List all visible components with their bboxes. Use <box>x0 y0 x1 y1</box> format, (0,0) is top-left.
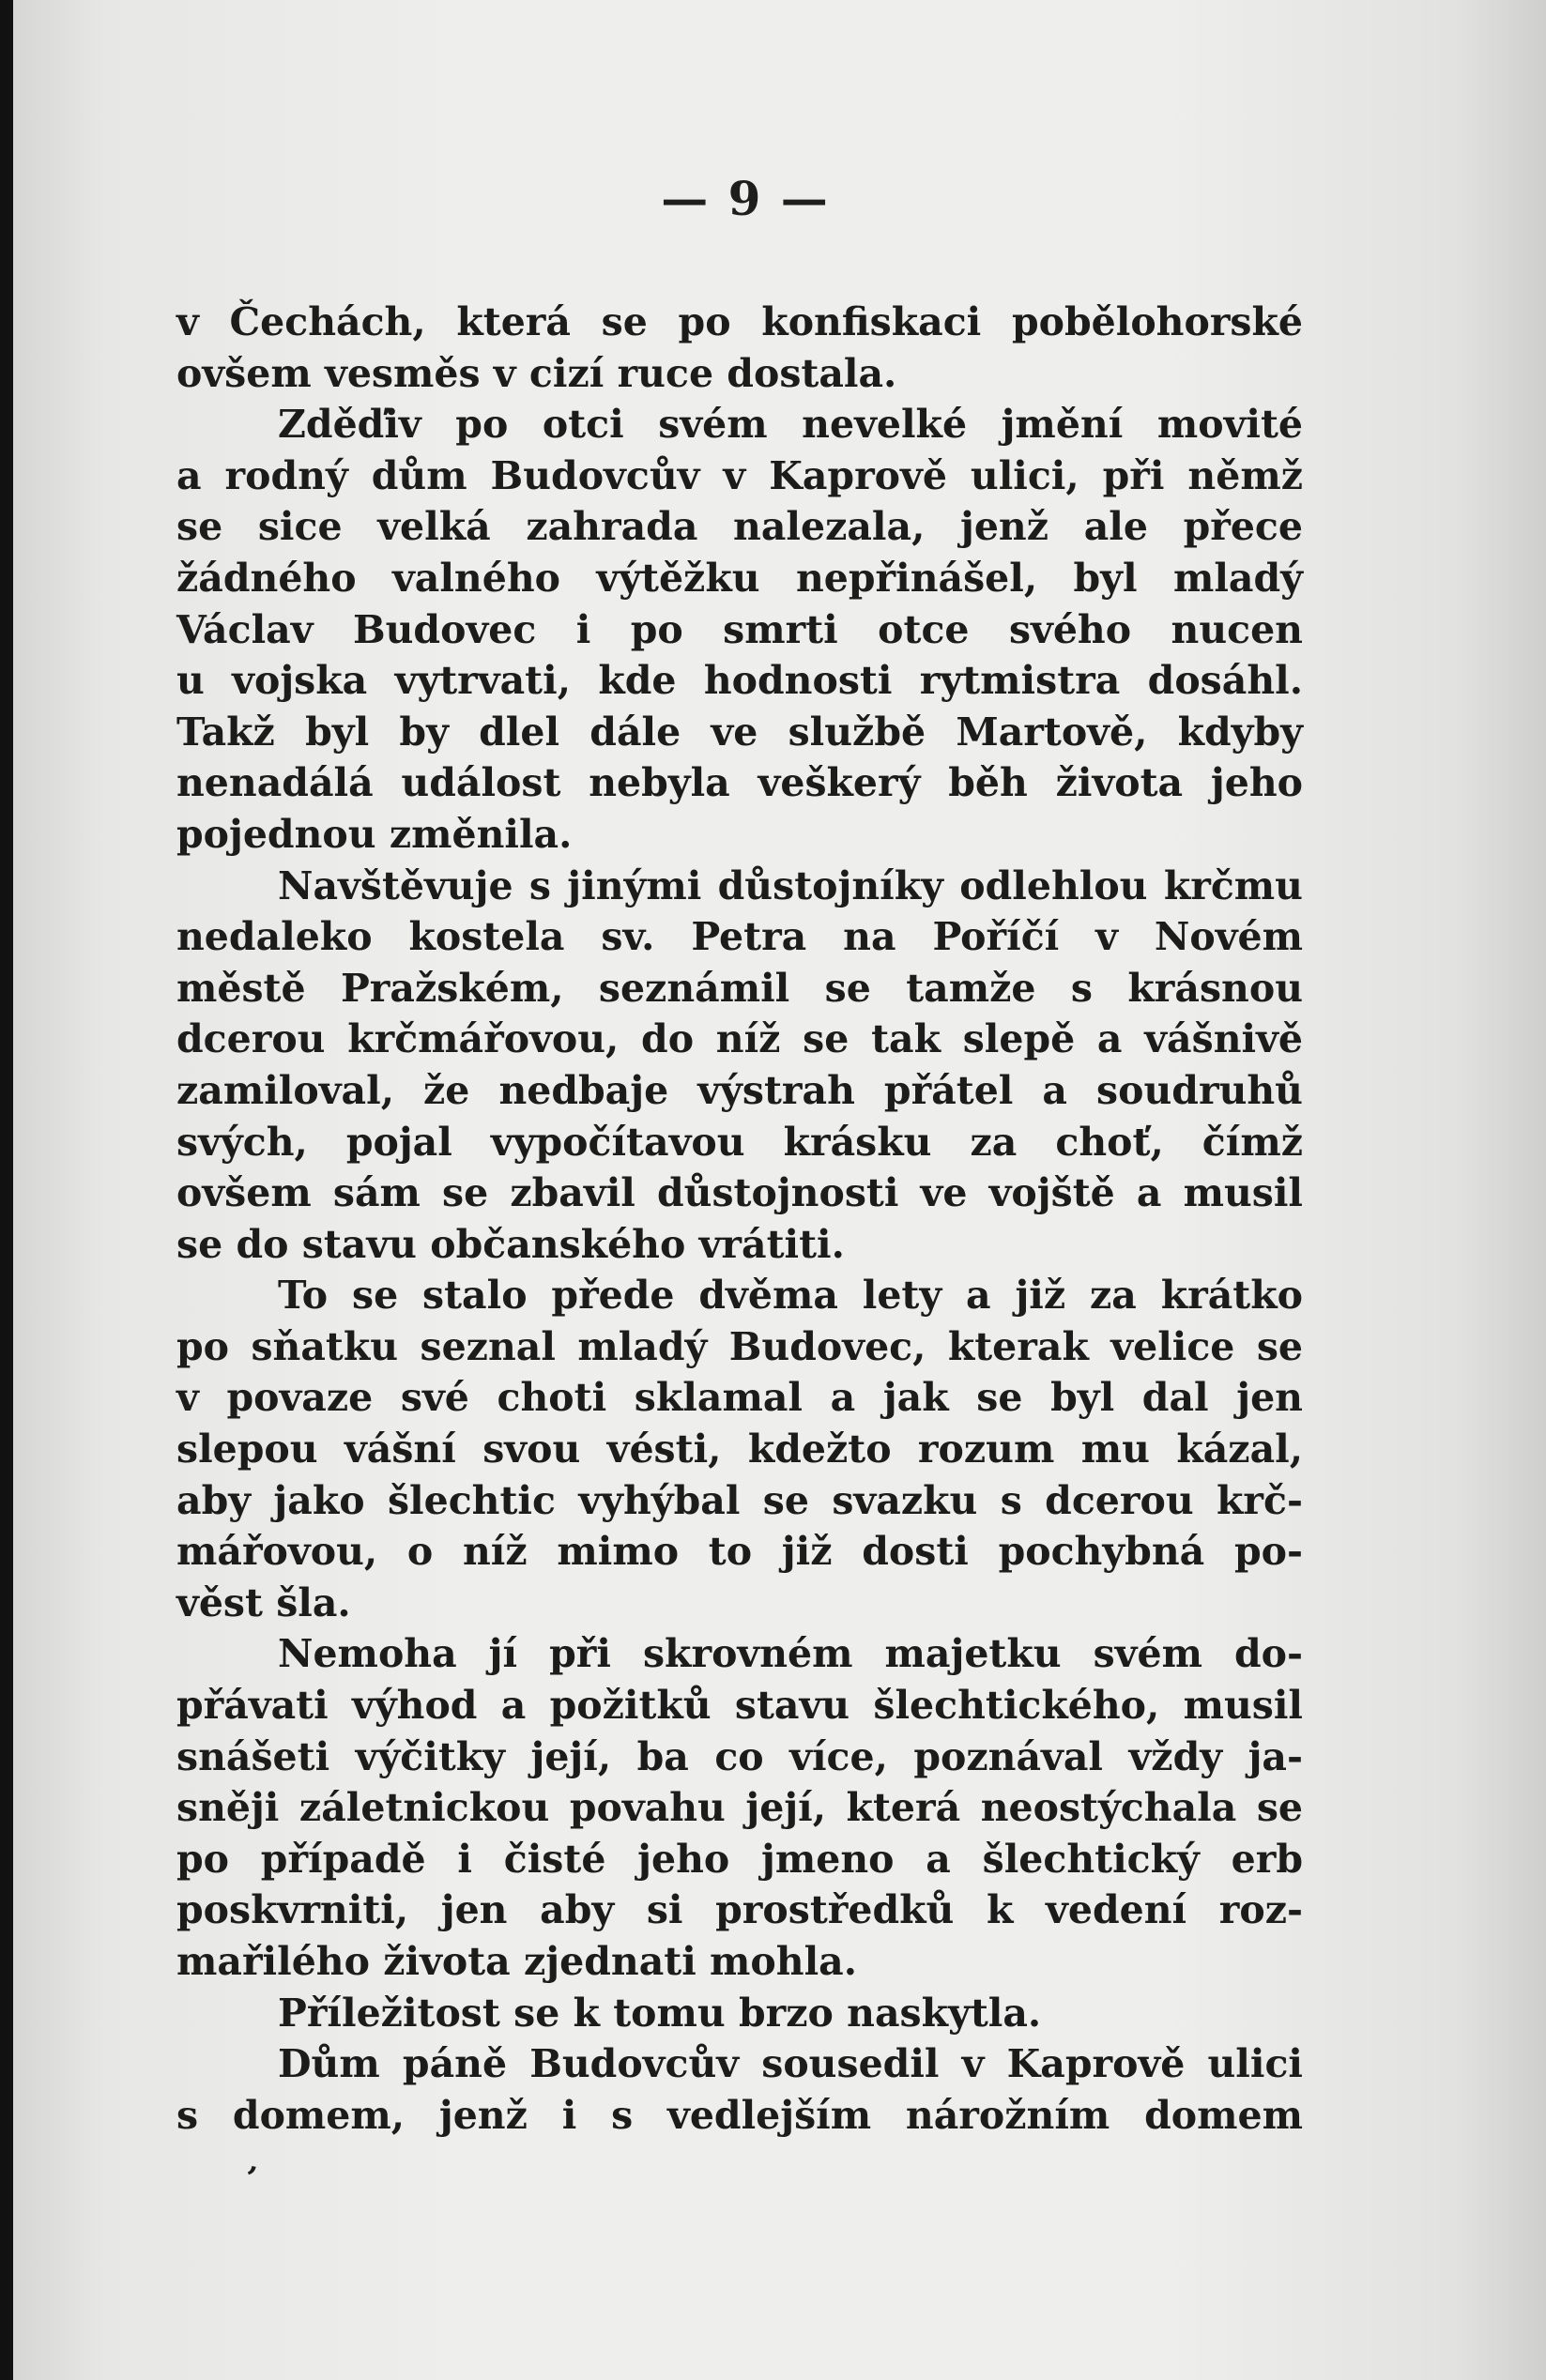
text-line: po sňatku seznal mladý Budovec, kterak velice se <box>176 1323 1303 1369</box>
text-line: svých, pojal vypočítavou krásku za choť, čímž <box>176 1119 1303 1165</box>
text-line: Takž byl by dlel dále ve službě Martově, kdyby <box>176 709 1303 755</box>
text-line: Dům páně Budovcův sousedil v Kaprově ulici <box>278 2041 1303 2087</box>
text-line: sněji záletnickou povahu její, která neostýchala se <box>176 1785 1303 1831</box>
text-line: Příležitost se k tomu brzo naskytla. <box>278 1990 1042 2036</box>
text-line: se sice velká zahrada nalezala, jenž ale přece <box>176 504 1303 550</box>
text-line: To se stalo přede dvěma lety a již za krátko <box>278 1273 1303 1319</box>
text-line: Václav Budovec i po smrti otce svého nucen <box>176 606 1303 652</box>
text-line: s domem, jenž i s vedlejším nárožním domem <box>176 2092 1303 2138</box>
text-line: mářovou, o níž mimo to již dosti pochybná po- <box>176 1529 1303 1575</box>
book-page <box>13 0 1546 2380</box>
book-spine-shadow <box>0 0 13 2380</box>
text-line: po případě i čisté jeho jmeno a šlechtický erb <box>176 1836 1303 1882</box>
text-line: žádného valného výtěžku nepřinášel, byl mladý <box>176 555 1303 601</box>
text-line: pojednou změnila. <box>176 811 573 857</box>
body-text <box>176 297 1303 2141</box>
text-line: Nemoha jí při skrovném majetku svém do- <box>278 1631 1303 1677</box>
text-line: Navštěvuje s jinými důstojníky odlehlou krčmu <box>278 862 1303 908</box>
text-line: v povaze své choti sklamal a jak se byl dal jen <box>176 1375 1303 1421</box>
text-line: ovšem vesměs v cizí ruce dostala. <box>176 350 897 396</box>
text-line: ovšem sám se zbavil důstojnosti ve vojště a musil <box>176 1170 1303 1216</box>
text-line: městě Pražském, seznámil se tamže s krásnou <box>176 965 1303 1011</box>
text-line: se do stavu občanského vrátiti. <box>176 1221 845 1267</box>
text-line: přávati výhod a požitků stavu šlechtického, musil <box>176 1683 1303 1729</box>
text-line: a rodný dům Budovcův v Kaprově ulici, při němž <box>176 452 1303 498</box>
text-line: Zděďiv po otci svém nevelké jmění movité <box>278 402 1303 448</box>
page-number: — 9 — <box>661 171 830 226</box>
text-line: dcerou krčmářovou, do níž se tak slepě a vášnivě <box>176 1016 1303 1062</box>
ink-speck: ʼ <box>239 2159 259 2199</box>
text-line: nedaleko kostela sv. Petra na Poříčí v Novém <box>176 914 1303 960</box>
text-line: slepou vášní svou vésti, kdežto rozum mu kázal, <box>176 1426 1303 1472</box>
text-line: aby jako šlechtic vyhýbal se svazku s dcerou krč- <box>176 1477 1303 1523</box>
text-line: snášeti výčitky její, ba co více, poznával vždy ja- <box>176 1733 1303 1779</box>
text-line: v Čechách, která se po konfiskaci pobělohorské <box>176 299 1303 344</box>
text-line: věst šla. <box>176 1579 351 1625</box>
text-line: mařilého života zjednati mohla. <box>176 1939 858 1984</box>
text-line: poskvrniti, jen aby si prostředků k vedení roz- <box>176 1887 1303 1933</box>
text-line: u vojska vytrvati, kde hodnosti rytmistra dosáhl. <box>176 658 1303 704</box>
text-line: nenadálá událost nebyla veškerý běh života jeho <box>176 760 1303 806</box>
text-line: zamiloval, že nedbaje výstrah přátel a soudruhů <box>176 1067 1303 1113</box>
